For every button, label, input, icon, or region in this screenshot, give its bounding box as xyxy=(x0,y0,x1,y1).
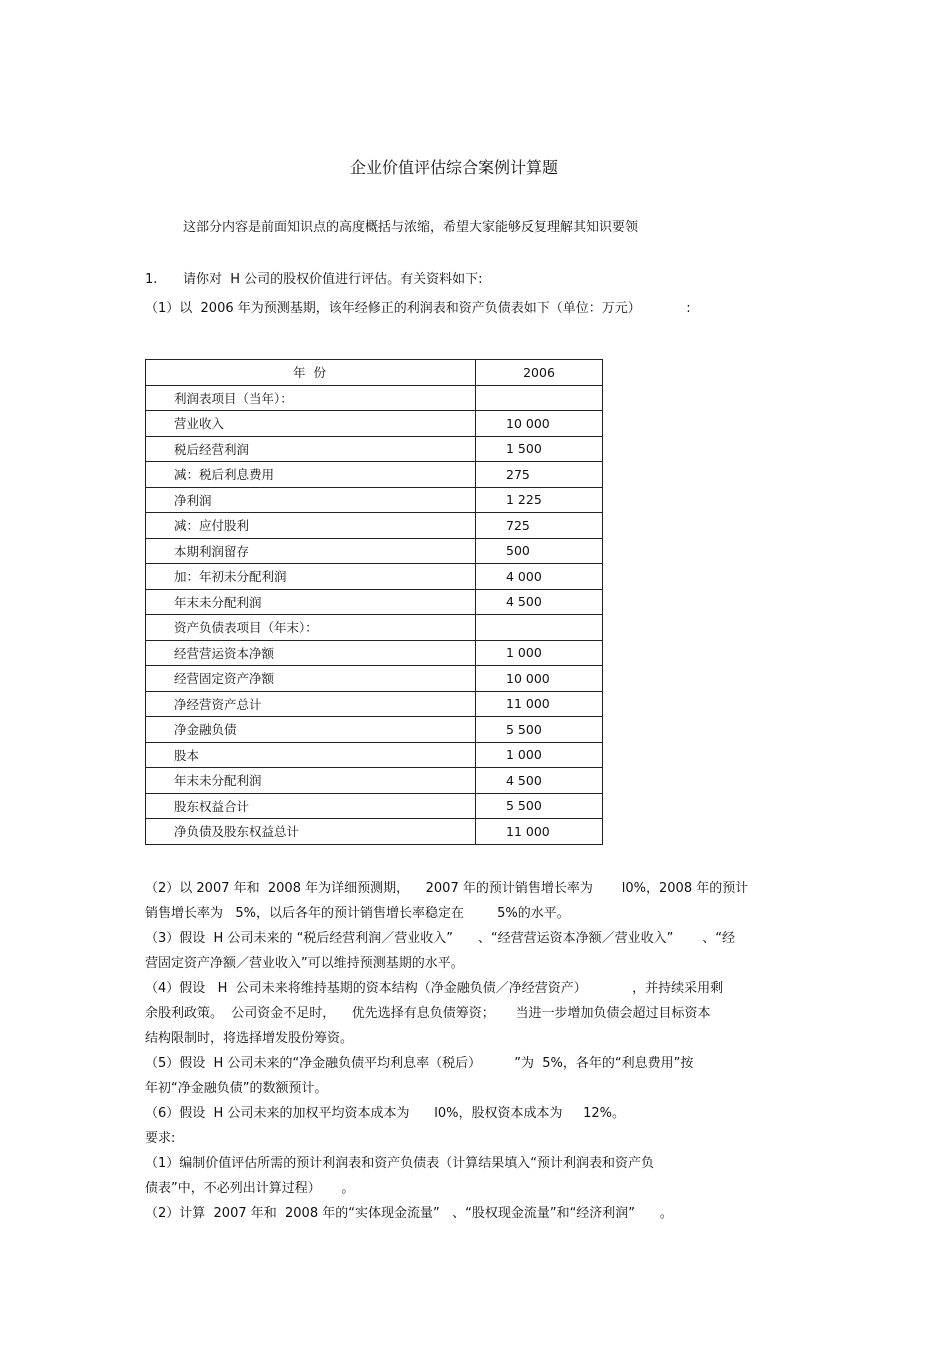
table-row xyxy=(146,666,603,692)
row-value: 725 xyxy=(476,513,603,539)
header-2006: 2006 xyxy=(476,360,603,386)
row-label: 资产负债表项目（年末）： xyxy=(146,615,476,641)
body-line: （5）假设 H 公司未来的“净金融负债平均利息率（税后） ”为 5%，各年的“利息费用”按 xyxy=(145,1056,694,1071)
table-row xyxy=(146,436,603,462)
body-line: （1）编制价值评估所需的预计利润表和资产负债表（计算结果填入“预计利润表和资产负 xyxy=(145,1156,655,1171)
row-value: 4 500 xyxy=(476,768,603,794)
body-line: （2）计算 2007 年和 2008 年的“实体现金流量” 、“股权现金流量”和“经济利润” 。 xyxy=(145,1206,673,1221)
table-row xyxy=(146,589,603,615)
row-label: 净负债及股东权益总计 xyxy=(146,819,476,845)
row-value: 4 000 xyxy=(476,564,603,590)
table-row xyxy=(146,487,603,513)
row-value: 10 000 xyxy=(476,666,603,692)
row-value: 1 000 xyxy=(476,640,603,666)
row-value: 11 000 xyxy=(476,691,603,717)
table-row xyxy=(146,768,603,794)
body-line: （4）假设 H 公司未来将维持基期的资本结构（净金融负债／净经营资产） ，并持续采用剩 xyxy=(145,981,724,996)
table-row xyxy=(146,717,603,743)
body-line: （3）假设 H 公司未来的 “税后经营利润／营业收入” 、“经营营运资本净额／营业收入” 、“经 xyxy=(145,931,735,946)
row-label: 净利润 xyxy=(146,487,476,513)
row-label: 经营固定资产净额 xyxy=(146,666,476,692)
body-line: 余股利政策。 公司资金不足时， 优先选择有息负债筹资； 当进一步增加负债会超过目标资本 xyxy=(145,1006,711,1021)
row-label: 减：税后利息费用 xyxy=(146,462,476,488)
table-row xyxy=(146,742,603,768)
row-label: 净金融负债 xyxy=(146,717,476,743)
table-row xyxy=(146,640,603,666)
intro-text: 这部分内容是前面知识点的高度概括与浓缩，希望大家能够反复理解其知识要领 xyxy=(183,220,639,235)
row-value: 1 500 xyxy=(476,436,603,462)
row-value: 1 225 xyxy=(476,487,603,513)
table-row xyxy=(146,793,603,819)
table-row xyxy=(146,513,603,539)
item-1-text: （1）以 2006 年为预测基期，该年经修正的利润表和资产负债表如下（单位：万元） : xyxy=(145,301,691,316)
row-label: 减：应付股利 xyxy=(146,513,476,539)
row-label: 年末未分配利润 xyxy=(146,768,476,794)
row-label: 经营营运资本净额 xyxy=(146,640,476,666)
row-label: 本期利润留存 xyxy=(146,538,476,564)
row-label: 年末未分配利润 xyxy=(146,589,476,615)
row-label: 股本 xyxy=(146,742,476,768)
row-label: 利润表项目（当年）： xyxy=(146,385,476,411)
row-value: 500 xyxy=(476,538,603,564)
header-year: 年 份 xyxy=(146,360,476,386)
body-line: （2）以 2007 年和 2008 年为详细预测期， 2007 年的预计销售增长率为 l0%，2008 年的预计 xyxy=(145,881,749,896)
table-row xyxy=(146,411,603,437)
table-row xyxy=(146,691,603,717)
body-line: 结构限制时，将选择增发股份筹资。 xyxy=(145,1031,354,1046)
row-value: 4 500 xyxy=(476,589,603,615)
table-row xyxy=(146,819,603,845)
row-value xyxy=(476,385,603,411)
body-line: （6）假设 H 公司未来的加权平均资本成本为 l0%，股权资本成本为 12%。 xyxy=(145,1106,626,1121)
table-row xyxy=(146,564,603,590)
table-row xyxy=(146,615,603,641)
row-value: 11 000 xyxy=(476,819,603,845)
row-label: 加：年初未分配利润 xyxy=(146,564,476,590)
row-label: 税后经营利润 xyxy=(146,436,476,462)
body-line: 营固定资产净额／营业收入”可以维持预测基期的水平。 xyxy=(145,956,464,971)
body-line: 要求: xyxy=(145,1131,176,1146)
row-value: 5 500 xyxy=(476,793,603,819)
row-value xyxy=(476,615,603,641)
row-label: 股东权益合计 xyxy=(146,793,476,819)
row-value: 10 000 xyxy=(476,411,603,437)
table-row xyxy=(146,538,603,564)
body-line: 债表”中，不必列出计算过程） 。 xyxy=(145,1181,355,1196)
row-value: 1 000 xyxy=(476,742,603,768)
page-title: 企业价值评估综合案例计算题 xyxy=(350,158,559,177)
row-label: 净经营资产总计 xyxy=(146,691,476,717)
row-value: 275 xyxy=(476,462,603,488)
financial-table xyxy=(145,359,603,845)
table-row xyxy=(146,462,603,488)
body-line: 年初“净金融负债”的数额预计。 xyxy=(145,1081,328,1096)
table-header-row xyxy=(146,360,603,386)
question-number: 1. xyxy=(145,272,158,287)
row-label: 营业收入 xyxy=(146,411,476,437)
body-line: 销售增长率为 5%，以后各年的预计销售增长率稳定在 5%的水平。 xyxy=(145,906,570,921)
table-row xyxy=(146,385,603,411)
question-text: 请你对 H 公司的股权价值进行评估。有关资料如下: xyxy=(183,272,483,287)
row-value: 5 500 xyxy=(476,717,603,743)
